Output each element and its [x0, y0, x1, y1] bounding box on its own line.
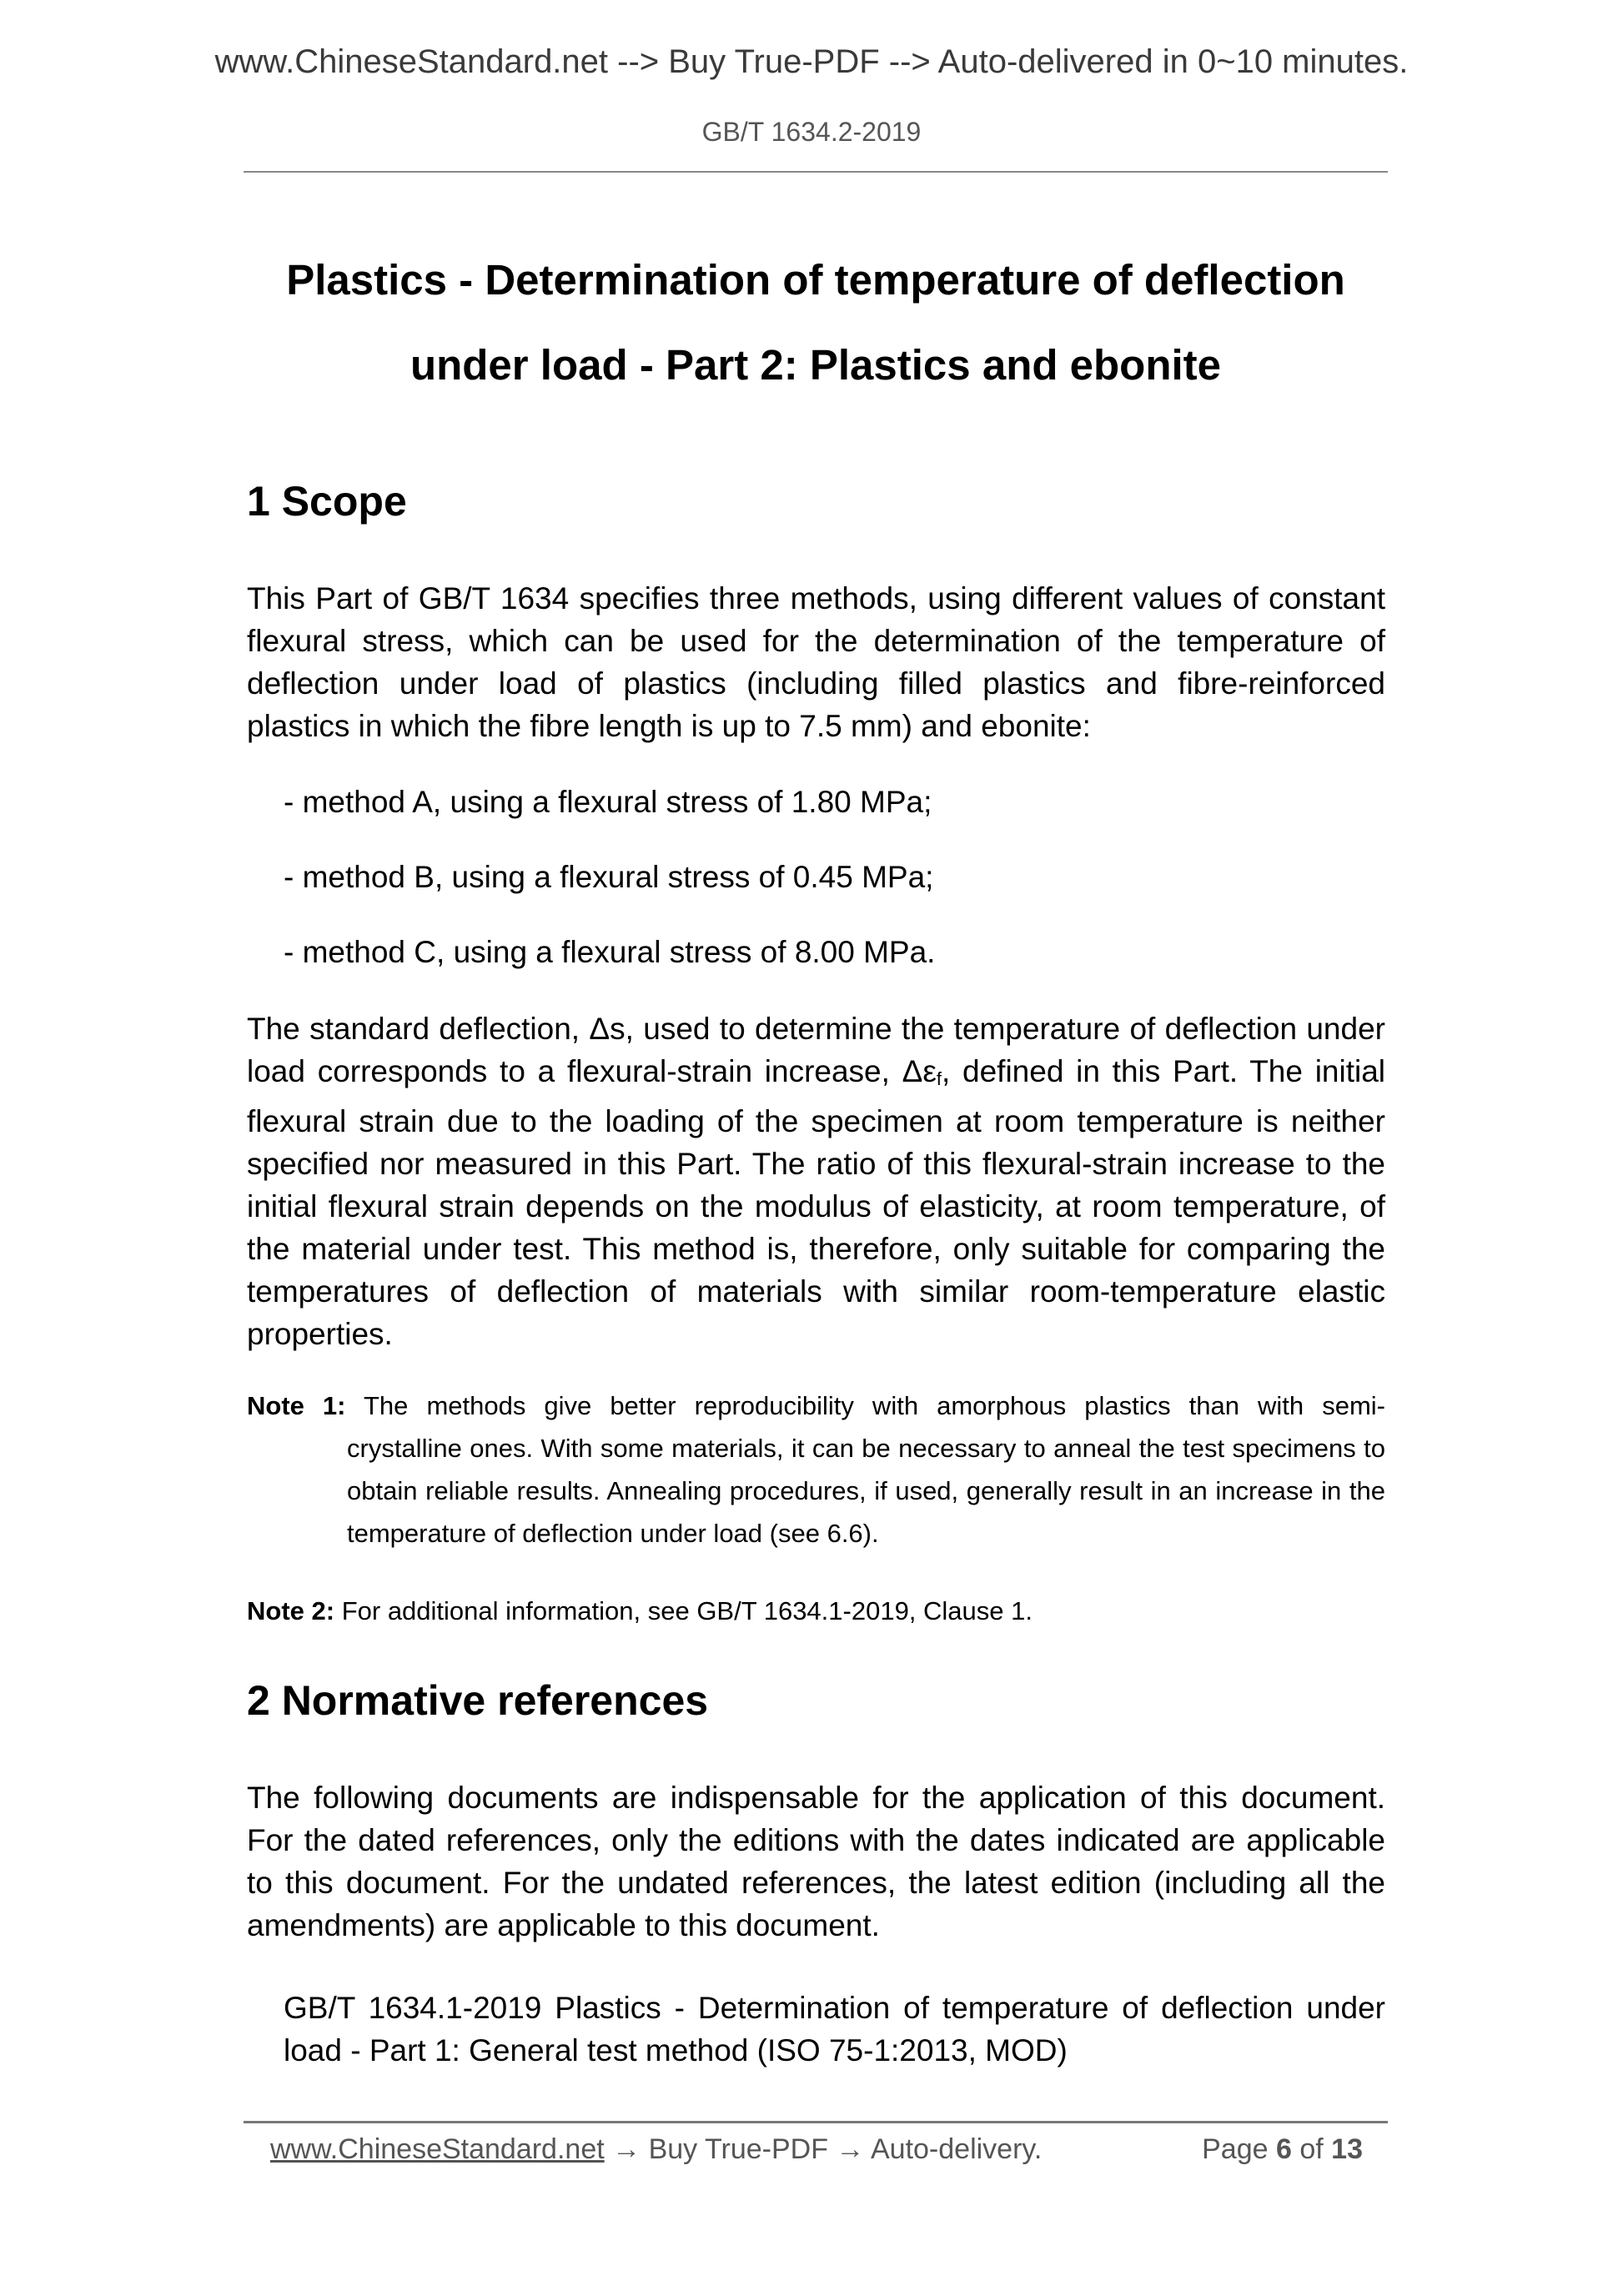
note-1-first-line	[247, 1384, 1385, 1427]
header-divider	[244, 171, 1388, 173]
note-2	[247, 1590, 1385, 1632]
footer-site-link[interactable]: www.ChineseStandard.net	[270, 2133, 605, 2165]
deflection-text-1: The standard deflection, Δs, used to determine the temperature of deflection under load corresponds to a flexural-strain increase, Δε	[247, 1012, 1385, 1088]
strain-subscript: f	[936, 1068, 942, 1089]
footer-promo-text: → Buy True-PDF → Auto-delivery.	[604, 2133, 1043, 2165]
page-of: of	[1299, 2133, 1324, 2165]
normative-intro-paragraph: The following documents are indispensable for the application of this document. For the dated references, only the editions with the dates indicated are applicable to this document. For the undated references, the latest edition (including all the amendments) are applicable to this document.	[247, 1781, 1385, 1942]
note-1-body: crystalline ones. With some materials, it can be necessary to anneal the test specimens to obtain reliable results. Annealing procedures, if used, generally result in an increase in the temperature of deflection under load (see 6.6).	[347, 1434, 1385, 1548]
note-1	[247, 1384, 1385, 1555]
note-2-text: For additional information, see GB/T 1634.1-2019, Clause 1.	[341, 1596, 1033, 1625]
reference-item: GB/T 1634.1-2019 Plastics - Determination of temperature of deflection under load - Part 1: General test method (ISO 75-1:2013, MOD)	[284, 1991, 1385, 2067]
document-title	[244, 238, 1388, 408]
title-line-1: Plastics - Determination of temperature of deflection	[286, 256, 1345, 304]
method-b-item: - method B, using a flexural stress of 0.45 MPa;	[284, 860, 934, 894]
note-1-label: Note 1:	[247, 1391, 346, 1420]
top-banner: www.ChineseStandard.net --> Buy True-PDF --> Auto-delivered in 0~10 minutes.	[214, 43, 1409, 80]
method-a-item: - method A, using a flexural stress of 1.80 MPa;	[284, 785, 932, 819]
document-code: GB/T 1634.2-2019	[701, 117, 922, 147]
footer-divider	[244, 2121, 1388, 2123]
note-1-first-text: The methods give better reproducibility with amorphous plastics than with semi-	[364, 1391, 1385, 1420]
page-total: 13	[1331, 2133, 1363, 2165]
section-heading-scope: 1 Scope	[247, 478, 407, 525]
footer-promo	[270, 2133, 1042, 2166]
scope-intro-paragraph: This Part of GB/T 1634 specifies three methods, using different values of constant flexural stress, which can be used for the determination of the temperature of deflection under load of plastics (including filled plastics and fibre-reinforced plastics in which the fibre length is up to 7.5 mm) and ebonite:	[247, 581, 1385, 743]
note-2-label: Note 2:	[247, 1596, 335, 1625]
method-c-item: - method C, using a flexural stress of 8.00 MPa.	[284, 935, 936, 969]
title-line-2: under load - Part 2: Plastics and ebonite	[410, 341, 1222, 389]
page-label: Page	[1202, 2133, 1269, 2165]
deflection-text-2: , defined in this Part. The initial flexural strain due to the loading of the specimen at room temperature is neither specified nor measured in this Part. The ratio of this flexural-strain increase to the initial flexural strain depends on the modulus of elasticity, at room temperature, of the material under test. This method is, therefore, only suitable for comparing the temperatures of deflection of materials with similar room-temperature elastic properties.	[247, 1054, 1386, 1351]
page-indicator	[1202, 2133, 1363, 2166]
deflection-paragraph	[247, 1007, 1385, 1355]
section-heading-normative-references: 2 Normative references	[247, 1677, 709, 1724]
footer	[270, 2133, 1363, 2166]
page-current: 6	[1275, 2133, 1292, 2165]
